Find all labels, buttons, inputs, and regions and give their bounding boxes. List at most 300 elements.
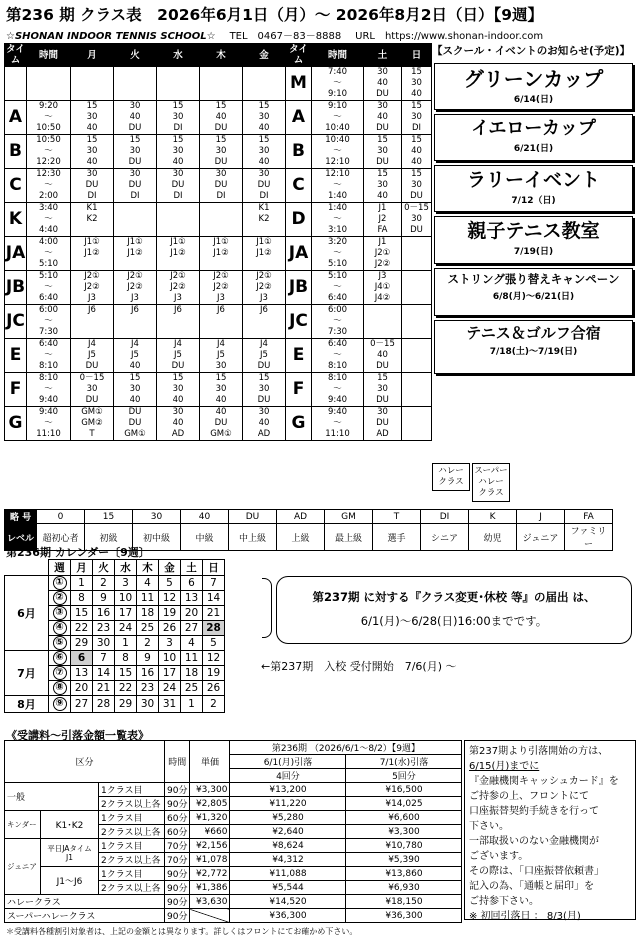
level-name: 中級 xyxy=(181,524,229,551)
class-cell-line: 30 xyxy=(377,180,388,190)
class-cell-line: J2② xyxy=(374,259,391,269)
time-range-line: 9:10 xyxy=(327,89,348,99)
fee-ja-label1: 平日JAタイム xyxy=(47,843,92,853)
notice-line: ※ 初回引落日 ： 8/3(月) xyxy=(469,911,581,922)
class-cell-line: J3 xyxy=(88,293,96,303)
time-range xyxy=(312,271,364,305)
notice-line: 一部取扱いのない金融機関が xyxy=(469,836,599,847)
class-cell-line xyxy=(200,327,242,338)
time-range-line: 5:10 xyxy=(327,271,348,281)
class-cell xyxy=(402,101,432,135)
fee-j-label: J1～J6 xyxy=(41,867,99,895)
class-cell xyxy=(402,135,432,169)
calendar-day: 3 xyxy=(159,636,181,651)
week-circle: ⑥ xyxy=(53,651,67,665)
class-cell-line xyxy=(71,327,113,338)
class-cell-line: 30 xyxy=(377,67,388,77)
school-info xyxy=(6,27,543,42)
notice-line: ご持参下さい。 xyxy=(469,896,539,907)
class-cell-line xyxy=(200,214,242,225)
class-cell-line: J2② xyxy=(213,282,229,292)
class-cell xyxy=(200,271,243,305)
class-cell-line: K2 xyxy=(258,214,270,224)
level-name: ファミリー xyxy=(565,524,613,551)
class-cell-line: K1 xyxy=(258,203,270,213)
time-range xyxy=(312,373,364,407)
calendar-day: 21 xyxy=(93,681,115,696)
calendar-day: 7 xyxy=(93,651,115,666)
class-cell-line: DU xyxy=(171,361,185,371)
class-cell-line: J1 xyxy=(378,203,387,213)
class-cell-line: 15 xyxy=(215,101,227,111)
class-cell-line: J6 xyxy=(88,305,96,315)
time-range xyxy=(27,407,71,441)
class-cell-line xyxy=(71,78,113,89)
class-cell-line: GM① xyxy=(124,429,146,439)
level-code: K xyxy=(469,510,517,524)
calendar-day: 20 xyxy=(71,681,93,696)
class-cell-line: 30 xyxy=(129,146,141,156)
time-range xyxy=(312,407,364,441)
class-cell-line xyxy=(157,78,199,89)
news-header: 【スクール・イベントのお知らせ(予定)】 xyxy=(432,45,631,57)
class-cell-line xyxy=(364,327,401,338)
calendar-day: 20 xyxy=(181,606,203,621)
class-cell-line: 30 xyxy=(129,101,141,111)
table-row xyxy=(5,783,462,797)
class-cell xyxy=(200,339,243,373)
calendar-day: 22 xyxy=(115,681,137,696)
week-number xyxy=(49,651,71,666)
class-cell-line: J2① xyxy=(256,271,272,281)
class-cell xyxy=(243,203,286,237)
schedule-header: 日 xyxy=(402,44,432,67)
class-cell-line xyxy=(114,259,156,270)
calendar-month: 6月 xyxy=(5,576,49,651)
class-schedule-table xyxy=(4,43,432,441)
time-code: F xyxy=(286,373,312,407)
class-cell-line xyxy=(157,225,199,236)
calendar-day: 3 xyxy=(115,576,137,591)
class-cell-line: J4 xyxy=(174,339,182,349)
time-range-line xyxy=(27,67,70,78)
notice-line: ございます。 xyxy=(469,851,529,862)
class-cell-line: DU xyxy=(376,123,389,133)
class-cell-line: 15 xyxy=(377,135,388,145)
time-range xyxy=(312,135,364,169)
class-cell-line: 15 xyxy=(258,135,270,145)
time-range-line: 12:10 xyxy=(325,157,350,167)
class-cell xyxy=(200,407,243,441)
class-cell-line: J1① xyxy=(170,237,186,247)
class-cell-line xyxy=(114,225,156,236)
fee-sub: 1クラス目 xyxy=(99,783,165,797)
class-cell xyxy=(243,305,286,339)
class-cell-line xyxy=(157,89,199,100)
level-code: 15 xyxy=(85,510,133,524)
week-circle: ⑧ xyxy=(53,681,67,695)
class-cell-line: 40 xyxy=(86,123,98,133)
class-cell-line: 30 xyxy=(215,146,227,156)
time-range-line: 7:30 xyxy=(327,327,348,337)
class-cell-line: DI xyxy=(173,191,183,201)
class-cell-line: 0－15 xyxy=(370,339,395,349)
time-range-line: 8:10 xyxy=(327,373,348,383)
class-cell-line: DU xyxy=(257,395,271,405)
fee-unit xyxy=(190,909,230,923)
level-name: 最上級 xyxy=(325,524,373,551)
schedule-row xyxy=(5,169,432,203)
class-cell-line: DU xyxy=(410,191,423,201)
event-box xyxy=(434,63,633,110)
class-cell-line: 30 xyxy=(215,361,227,371)
calendar-day: 13 xyxy=(181,591,203,606)
time-range xyxy=(27,237,71,271)
class-cell-line: 30 xyxy=(86,384,98,394)
calendar-day: 17 xyxy=(115,606,137,621)
time-range-line: 10:50 xyxy=(36,123,61,133)
schedule-row xyxy=(5,271,432,305)
notice-line: 『金融機関キャッシュカード』を xyxy=(469,776,619,787)
class-cell-line: J5 xyxy=(88,350,96,360)
time-range-line: 6:00 xyxy=(327,305,348,315)
class-cell-line xyxy=(71,89,113,100)
fee-a: ¥36,300 xyxy=(230,909,346,923)
event-name: イエローカップ xyxy=(471,118,596,139)
class-cell-line: J2② xyxy=(127,282,143,292)
class-cell-line xyxy=(243,259,285,270)
fee-time-header: 時間 xyxy=(165,741,190,783)
fee-b: ¥5,390 xyxy=(346,853,462,867)
calendar-day: 2 xyxy=(93,576,115,591)
time-range-line: 5:10 xyxy=(38,259,59,269)
class-cell-line xyxy=(402,271,431,282)
fee-col2-sub: 5回分 xyxy=(346,769,462,783)
schedule-row xyxy=(5,339,432,373)
level-name: 超初心者 xyxy=(37,524,85,551)
class-cell-line xyxy=(243,89,285,100)
class-cell xyxy=(157,373,200,407)
schedule-row xyxy=(5,203,432,237)
class-cell-line: 40 xyxy=(172,157,184,167)
table-row xyxy=(5,909,462,923)
class-cell-line xyxy=(157,259,199,270)
class-cell-line: DU xyxy=(128,418,142,428)
event-name: テニス＆ゴルフ合宿 xyxy=(466,324,601,342)
fee-time: 90分 xyxy=(165,909,190,923)
calendar-day: 4 xyxy=(137,576,159,591)
class-cell xyxy=(364,237,402,271)
time-range-line: 7:30 xyxy=(38,327,59,337)
class-cell-line: 30 xyxy=(377,146,388,156)
fee-table xyxy=(4,740,462,923)
class-cell-line: J2① xyxy=(213,271,229,281)
time-range xyxy=(312,203,364,237)
calendar-header: 週 xyxy=(49,560,71,576)
calendar-day: 1 xyxy=(71,576,93,591)
class-cell-line: 40 xyxy=(129,361,141,371)
class-cell xyxy=(200,67,243,101)
calendar-day: 8 xyxy=(115,651,137,666)
fee-unit: ¥1,320 xyxy=(190,811,230,825)
class-cell-line: J3 xyxy=(131,293,139,303)
calendar-day: 1 xyxy=(181,696,203,713)
class-cell xyxy=(402,169,432,203)
class-cell-line xyxy=(200,67,242,78)
class-cell-line xyxy=(402,316,431,327)
time-range-line: ～ xyxy=(333,282,342,292)
fee-sub: ハレークラス xyxy=(5,895,165,909)
class-cell-line: 15 xyxy=(411,67,422,77)
class-cell-line: K2 xyxy=(86,214,98,224)
class-cell-line: 30 xyxy=(172,407,184,417)
class-cell-line xyxy=(243,316,285,327)
calendar-week xyxy=(5,576,225,591)
calendar-month: 7月 xyxy=(5,651,49,696)
time-range-line: ～ xyxy=(44,112,53,122)
class-cell-line: J4 xyxy=(88,339,96,349)
class-cell-line xyxy=(200,78,242,89)
fee-time: 90分 xyxy=(165,797,190,811)
class-cell-line: J1 xyxy=(378,237,387,247)
class-cell-line: DU xyxy=(257,180,271,190)
time-code: G xyxy=(286,407,312,441)
class-cell-line: 30 xyxy=(172,146,184,156)
class-cell-line: J3 xyxy=(174,293,182,303)
fee-unit: ¥3,630 xyxy=(190,895,230,909)
fee-unit: ¥2,772 xyxy=(190,867,230,881)
class-cell xyxy=(402,373,432,407)
calendar-day: 10 xyxy=(115,591,137,606)
fee-category-header: 区分 xyxy=(5,741,165,783)
calendar-day: 2 xyxy=(137,636,159,651)
class-cell-line: 30 xyxy=(411,78,422,88)
notice-line: 6/15(月)までに xyxy=(469,761,540,772)
class-cell-line xyxy=(114,89,156,100)
time-code: G xyxy=(5,407,27,441)
time-range-line: ～ xyxy=(333,112,342,122)
class-cell-line: 15 xyxy=(86,101,98,111)
level-code: 30 xyxy=(133,510,181,524)
class-cell-line xyxy=(200,89,242,100)
school-tel: TEL 0467－83－8888 xyxy=(229,31,342,42)
week-circle: ④ xyxy=(53,621,67,635)
class-cell xyxy=(243,373,286,407)
time-range-line: 3:40 xyxy=(38,203,59,213)
time-code: E xyxy=(286,339,312,373)
time-range-line: 10:50 xyxy=(36,135,61,145)
time-range-line: 8:10 xyxy=(38,373,59,383)
time-range-line: 9:40 xyxy=(38,407,59,417)
calendar-day: 29 xyxy=(115,696,137,713)
fee-a: ¥2,640 xyxy=(230,825,346,839)
time-range-line: ～ xyxy=(44,282,53,292)
time-range-line: ～ xyxy=(333,214,342,224)
calendar-day: 6 xyxy=(71,651,93,666)
class-cell xyxy=(71,271,114,305)
class-cell-line: 30 xyxy=(86,146,98,156)
class-cell-line: 0－15 xyxy=(79,373,105,383)
time-range-line: 4:00 xyxy=(38,237,59,247)
class-cell-line: 40 xyxy=(215,395,227,405)
level-name: 選手 xyxy=(373,524,421,551)
fee-unit-header: 単価 xyxy=(190,741,230,783)
class-cell xyxy=(364,339,402,373)
calendar-table xyxy=(4,559,225,713)
class-cell-line: 15 xyxy=(172,101,184,111)
callout-line2: 6/1(月)～6/28(日)16:00までです。 xyxy=(360,614,548,628)
schedule-header: 時間 xyxy=(312,44,364,67)
class-cell xyxy=(71,237,114,271)
time-range-line: 3:10 xyxy=(327,225,348,235)
class-cell-line: J1① xyxy=(127,237,143,247)
class-cell-line: J1② xyxy=(256,248,272,258)
class-cell-line: 15 xyxy=(411,169,422,179)
class-cell xyxy=(114,135,157,169)
fee-a: ¥8,624 xyxy=(230,839,346,853)
class-cell xyxy=(114,67,157,101)
time-range-line: 9:40 xyxy=(38,395,59,405)
class-cell xyxy=(71,407,114,441)
calendar-day: 8 xyxy=(71,591,93,606)
class-cell-line xyxy=(157,67,199,78)
change-notice-callout xyxy=(276,576,632,644)
time-range xyxy=(312,339,364,373)
class-cell-line: J2② xyxy=(256,282,272,292)
time-range-line: ～ xyxy=(333,316,342,326)
time-code: E xyxy=(5,339,27,373)
fee-b: ¥36,300 xyxy=(346,909,462,923)
calendar-day: 23 xyxy=(93,621,115,636)
class-cell-line: J3 xyxy=(378,271,387,281)
class-cell xyxy=(200,101,243,135)
fee-sub: 2クラス以上各 xyxy=(99,853,165,867)
class-cell-line: J2① xyxy=(84,271,100,281)
class-cell-line: J2① xyxy=(374,248,391,258)
event-name: ラリーイベント xyxy=(466,169,600,191)
calendar-day: 26 xyxy=(203,681,225,696)
fee-b: ¥14,025 xyxy=(346,797,462,811)
schedule-row xyxy=(5,67,432,101)
fee-col2-header: 7/1(水)引落 xyxy=(346,755,462,769)
class-cell-line xyxy=(243,67,285,78)
time-range-line: ～ xyxy=(44,146,53,156)
class-cell-line: AD xyxy=(257,429,271,439)
class-cell-line: 15 xyxy=(377,169,388,179)
level-code: 40 xyxy=(181,510,229,524)
time-range-line: 6:40 xyxy=(38,339,59,349)
class-cell-line: 40 xyxy=(411,146,422,156)
calendar-day: 12 xyxy=(203,651,225,666)
class-cell-line: 30 xyxy=(86,112,98,122)
calendar-header: 火 xyxy=(93,560,115,576)
time-code: M xyxy=(286,67,312,101)
event-date: 7/18(土)～7/19(日) xyxy=(489,347,578,357)
level-name: 幼児 xyxy=(469,524,517,551)
class-cell xyxy=(71,339,114,373)
class-cell xyxy=(364,373,402,407)
class-cell-line: J2① xyxy=(170,271,186,281)
class-cell-line: 15 xyxy=(129,135,141,145)
class-cell-line: J6 xyxy=(217,305,225,315)
class-cell xyxy=(364,407,402,441)
time-range-line: ～ xyxy=(333,384,342,394)
event-box xyxy=(434,320,633,374)
week-number xyxy=(49,666,71,681)
fee-unit: ¥2,156 xyxy=(190,839,230,853)
week-number xyxy=(49,591,71,606)
class-cell xyxy=(200,169,243,203)
class-cell-line xyxy=(364,316,401,327)
schedule-row xyxy=(5,407,432,441)
level-code: 0 xyxy=(37,510,85,524)
class-cell xyxy=(402,271,432,305)
calendar-day: 18 xyxy=(181,666,203,681)
table-row xyxy=(5,895,462,909)
time-range-line: 4:40 xyxy=(38,225,59,235)
class-cell-line: 15 xyxy=(411,101,422,111)
enrollment-note: ←第237期 入校 受付開始 7/6(月) ～ xyxy=(261,660,457,673)
news-panel xyxy=(432,43,636,378)
class-cell-line xyxy=(114,214,156,225)
fee-time: 90分 xyxy=(165,867,190,881)
schedule-header: 土 xyxy=(364,44,402,67)
calendar-day: 4 xyxy=(181,636,203,651)
class-cell xyxy=(157,169,200,203)
class-cell-line: DI xyxy=(130,191,140,201)
calendar-day: 7 xyxy=(203,576,225,591)
calendar-header: 水 xyxy=(115,560,137,576)
class-cell xyxy=(243,135,286,169)
time-code: B xyxy=(5,135,27,169)
calendar-day: 27 xyxy=(181,621,203,636)
notice-line: 下さい。 xyxy=(469,821,509,832)
time-range-line: 8:10 xyxy=(38,361,59,371)
class-cell-line: DU xyxy=(214,180,228,190)
class-cell xyxy=(114,407,157,441)
class-cell-line: J1② xyxy=(84,248,100,258)
class-cell-line: DU xyxy=(257,361,271,371)
calendar-day: 31 xyxy=(159,696,181,713)
class-cell-line: 15 xyxy=(172,373,184,383)
calendar-day: 12 xyxy=(159,591,181,606)
class-cell xyxy=(114,101,157,135)
fee-sub: 1クラス目 xyxy=(99,811,165,825)
calendar-week xyxy=(5,651,225,666)
time-range-line: 8:10 xyxy=(327,361,348,371)
class-cell xyxy=(243,271,286,305)
week-number xyxy=(49,576,71,591)
fee-col1-header: 6/1(月)引落 xyxy=(230,755,346,769)
calendar-day: 5 xyxy=(203,636,225,651)
class-cell-line: J4② xyxy=(374,293,391,303)
time-range-line: 10:40 xyxy=(325,135,350,145)
class-cell-line: 40 xyxy=(129,395,141,405)
class-cell-line xyxy=(200,225,242,236)
calendar-day: 17 xyxy=(159,666,181,681)
class-cell-line xyxy=(114,67,156,78)
class-cell-line: 15 xyxy=(215,135,227,145)
class-cell-line: DU xyxy=(376,89,389,99)
class-cell-line: DI xyxy=(173,123,183,133)
schedule-header: 木 xyxy=(200,44,243,67)
class-cell-line: 0－15 xyxy=(404,203,429,213)
schedule-header: タイム xyxy=(6,44,25,66)
schedule-row xyxy=(5,135,432,169)
fee-time: 70分 xyxy=(165,853,190,867)
time-range-line: ～ xyxy=(333,146,342,156)
class-cell-line: GM① xyxy=(210,429,232,439)
